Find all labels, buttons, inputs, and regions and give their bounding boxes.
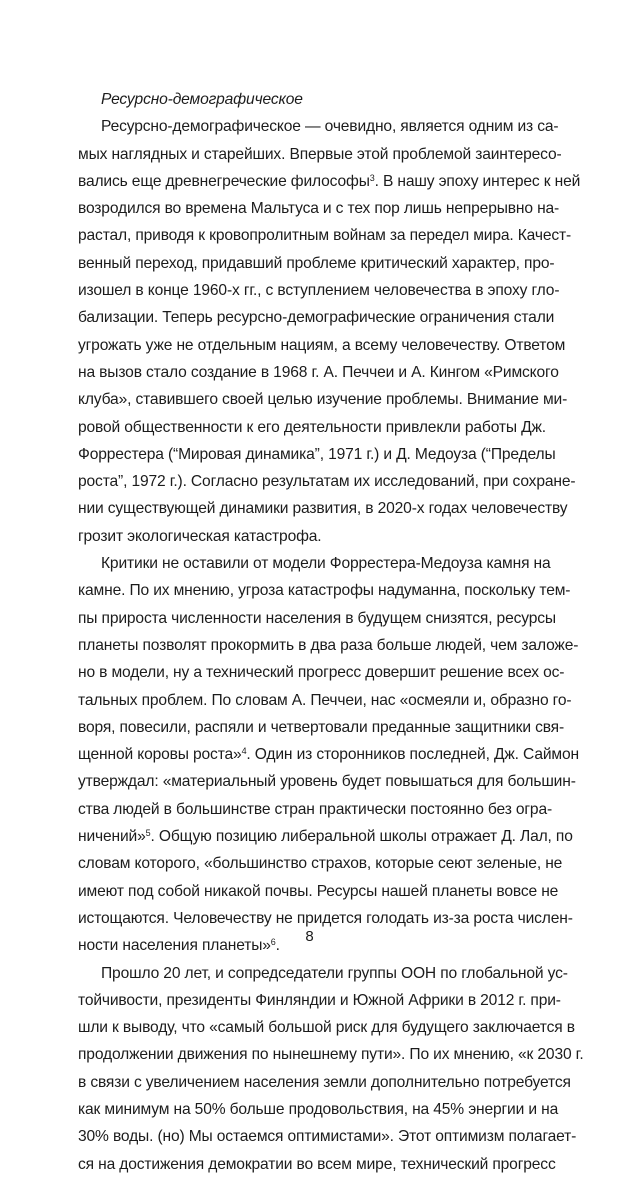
text-line: ся на достижения демократии во всем мире, технический прогресс <box>78 1155 556 1173</box>
text-line: грозит экологическая катастрофа. <box>78 527 322 545</box>
text-line: тальных проблем. По словам А. Печчеи, нас «осмеяли и, образно го- <box>78 691 572 709</box>
text-line: планеты позволят прокормить в два раза больше людей, чем заложе- <box>78 636 579 654</box>
paragraph-3 <box>78 960 584 1178</box>
page-number: 8 <box>305 928 314 945</box>
text-fragment: . Общую позицию либеральной школы отражает Д. Лал, по <box>150 828 573 846</box>
footnote-ref: 4 <box>241 746 247 757</box>
text-line: словам которого, «большинство страхов, которые сеют зеленые, не <box>78 855 563 873</box>
text-line: в связи с увеличением населения земли дополнительно потребуется <box>78 1073 571 1091</box>
text-line: клуба», ставившего своей целью изучение проблемы. Внимание ми- <box>78 391 568 409</box>
text-line: бализации. Теперь ресурсно-демографические ограничения стали <box>78 309 555 327</box>
text-line: на вызов стало создание в 1968 г. А. Печчеи и А. Кингом «Римского <box>78 363 559 381</box>
paragraph-1 <box>78 113 581 550</box>
text-line: растал, приводя к кровопролитным войнам за передел мира. Качест- <box>78 227 572 245</box>
text-line <box>78 823 573 850</box>
text-line: утверждал: «материальный уровень будет повышаться для большин- <box>78 773 576 791</box>
text-line <box>78 741 579 768</box>
text-fragment: . В нашу эпоху интерес к ней <box>374 172 581 190</box>
text-line: венный переход, придавший проблеме критический характер, про- <box>78 254 555 272</box>
text-line: изошел в конце 1960-х гг., с вступлением человечества в эпоху гло- <box>78 282 560 300</box>
text-line: как минимум на 50% больше продовольствия, на 45% энергии и на <box>78 1100 559 1118</box>
text-fragment: ности населения планеты» <box>78 937 271 955</box>
text-line: мых наглядных и старейших. Впервые этой проблемой заинтересо- <box>78 145 562 163</box>
text-fragment: . <box>275 937 280 955</box>
footnote-ref: 5 <box>145 828 151 839</box>
text-line: ровой общественности к его деятельности привлекли работы Дж. <box>78 418 546 436</box>
text-fragment: щенной коровы роста» <box>78 746 242 764</box>
text-line: возродился во времена Мальтуса и с тех пор лишь непрерывно на- <box>78 200 560 218</box>
text-line: шли к выводу, что «самый большой риск для будущего заключается в <box>78 1019 575 1037</box>
text-fragment: вались еще древнегреческие философы <box>78 172 370 190</box>
text-line: Критики не оставили от модели Форрестера-Медоуза камня на <box>101 555 551 573</box>
text-line: тойчивости, президенты Финляндии и Южной Африки в 2012 г. при- <box>78 991 561 1009</box>
text-fragment: ничений» <box>78 828 146 846</box>
section-heading: Ресурсно-демографическое <box>101 91 303 108</box>
text-line: воря, повесили, распяли и четвертовали преданные защитники свя- <box>78 718 565 736</box>
text-line: камне. По их мнению, угроза катастрофы надуманна, поскольку тем- <box>78 582 571 600</box>
footnote-ref: 3 <box>369 172 375 183</box>
text-line: имеют под собой никакой почвы. Ресурсы нашей планеты вовсе не <box>78 882 559 900</box>
text-line: роста”, 1972 г.). Согласно результатам их исследований, при сохране- <box>78 473 576 491</box>
text-line: угрожать уже не отдельным нациям, а всему человечеству. Ответом <box>78 336 566 354</box>
text-line: 30% воды. (но) Мы остаемся оптимистами». Этот оптимизм полагает- <box>78 1128 577 1146</box>
text-line: Ресурсно-демографическое — очевидно, является одним из са- <box>101 118 559 136</box>
text-line: нии существующей динамики развития, в 2020-х годах человечеству <box>78 500 568 518</box>
text-line <box>78 168 581 195</box>
text-line: истощаются. Человечеству не придется голодать из-за роста числен- <box>78 909 573 927</box>
text-line: Прошло 20 лет, и сопредседатели группы ООН по глобальной ус- <box>101 964 568 982</box>
footnote-ref: 6 <box>270 937 276 948</box>
text-line: но в модели, ну а технический прогресс довершит решение всех ос- <box>78 664 565 682</box>
text-line: продолжении движения по нынешнему пути». По их мнению, «к 2030 г. <box>78 1046 584 1064</box>
paragraph-2 <box>78 550 579 959</box>
text-line: ства людей в большинстве стран практически постоянно без огра- <box>78 800 553 818</box>
text-line: Форрестера (“Мировая динамика”, 1971 г.) и Д. Медоуза (“Пределы <box>78 445 556 463</box>
page-text <box>78 86 584 1178</box>
text-fragment: . Один из сторонников последней, Дж. Саймон <box>246 746 579 764</box>
text-line: пы прироста численности населения в будущем снизятся, ресурсы <box>78 609 556 627</box>
